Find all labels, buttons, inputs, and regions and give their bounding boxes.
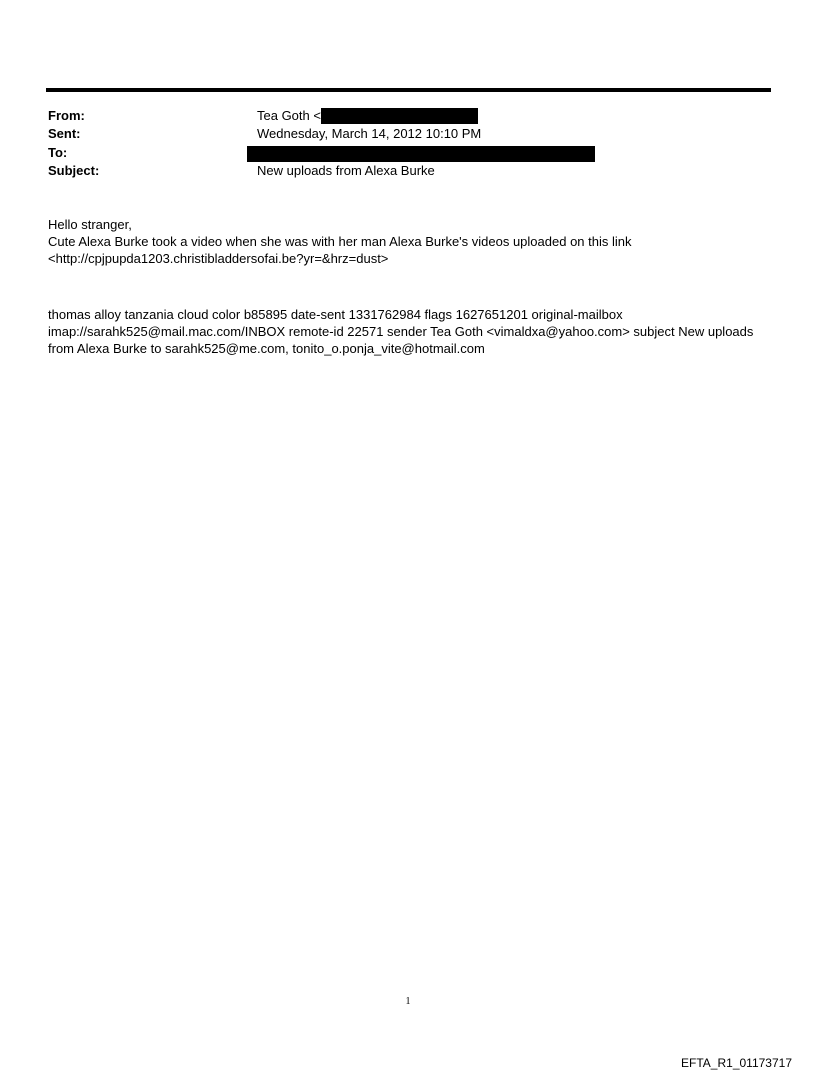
message-body	[48, 216, 768, 267]
body-line: Cute Alexa Burke took a video when she was with her man Alexa Burke's videos uploaded on this link	[48, 234, 632, 249]
message-metadata	[48, 306, 768, 357]
subject-label: Subject:	[48, 163, 100, 178]
page-number: 1	[405, 996, 411, 1007]
redaction-from	[321, 108, 478, 124]
metadata-text: thomas alloy tanzania cloud color b85895 date-sent 1331762984 flags 1627651201 original-mailbox imap://sarahk525@mail.mac.com/INBOX remote-id 22571 sender Tea Goth <vimaldxa@yahoo.com> subject New uploads from Alexa Burke to sarahk525@me.com, tonito_o.ponja_vite@hotmail.com	[48, 307, 754, 356]
body-link: <http://cpjpupda1203.christibladdersofai.be?yr=&hrz=dust>	[48, 251, 389, 266]
to-label: To:	[48, 145, 68, 160]
header-rule	[46, 88, 771, 92]
subject-value: New uploads from Alexa Burke	[257, 163, 435, 178]
sent-value: Wednesday, March 14, 2012 10:10 PM	[257, 126, 482, 141]
redaction-to	[247, 146, 595, 162]
greeting-text: Hello stranger,	[48, 217, 132, 232]
document-id: EFTA_R1_01173717	[681, 1056, 792, 1070]
from-value: Tea Goth <	[257, 108, 321, 123]
sent-label: Sent:	[48, 126, 81, 141]
from-label: From:	[48, 108, 85, 123]
